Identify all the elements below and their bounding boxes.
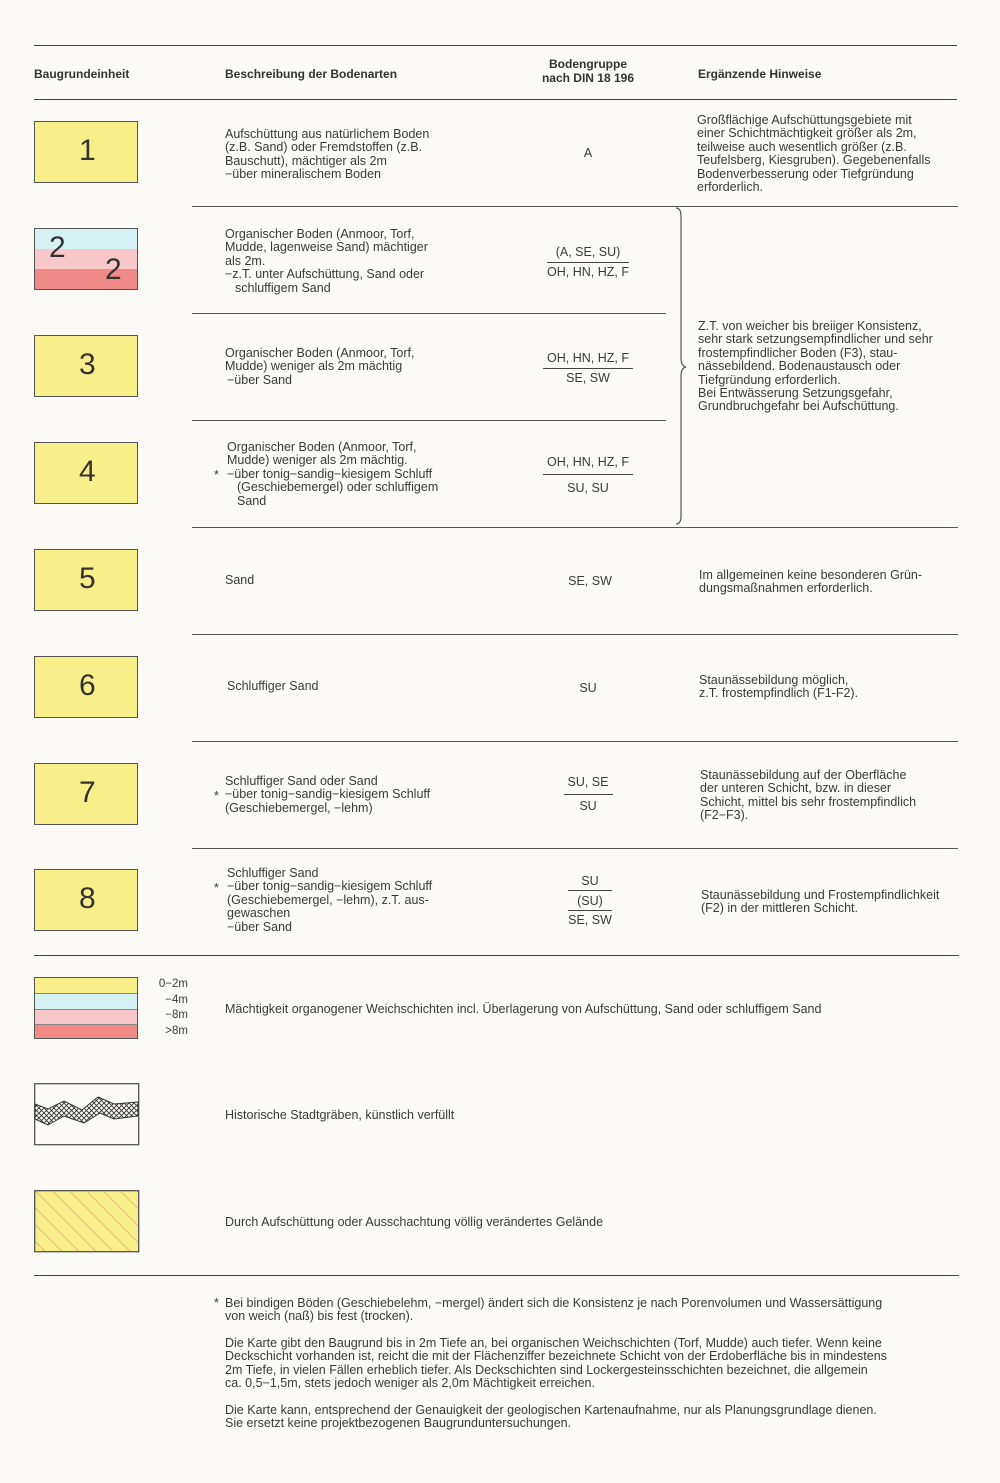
note-line: einer Schichtmächtigkeit größer als 2m, (697, 126, 917, 141)
footnote-line: Die Karte gibt den Baugrund bis in 2m Tiefe an, bei organischen Weichschichten (Torf, Mudde) auch tiefer. Wenn keine (225, 1336, 882, 1350)
unit-7-number: 7 (79, 776, 96, 809)
desc-line: −über tonig−sandig−kiesigem Schluff (227, 466, 433, 481)
group-brace (672, 206, 688, 528)
unit-5-description (225, 574, 254, 587)
unit-2-number-a: 2 (49, 231, 66, 264)
row-rule (192, 420, 666, 421)
units-2-4-note (698, 320, 933, 414)
legend-band-pink (35, 1010, 137, 1025)
soil-fraction (543, 455, 633, 496)
note-line: nässebildend. Bodenaustausch oder (698, 359, 901, 374)
header-unit: Baugrundeinheit (34, 67, 130, 81)
desc-line: −über mineralischem Boden (225, 167, 381, 182)
thickness-legend-swatch (34, 977, 138, 1039)
soil-fraction-top: SU, SE (564, 775, 613, 795)
unit-8-soil-group (540, 874, 640, 928)
legend-band-blue (35, 994, 137, 1010)
header-soil-group-2: nach DIN 18 196 (541, 71, 635, 85)
footnote-line: Die Karte kann, entsprechend der Genauigkeit der geologischen Kartenaufnahme, nur als Planungsgrundlage dienen. (225, 1403, 877, 1417)
desc-line: gewaschen (227, 906, 291, 921)
desc-line: Sand (225, 573, 255, 587)
soil-fraction-bottom: OH, HN, HZ, F (547, 265, 629, 279)
footnote-paragraph-3 (225, 1404, 965, 1431)
row-rule (192, 848, 958, 849)
desc-line: Schluffiger Sand (227, 679, 319, 693)
altered-terrain-text: Durch Aufschüttung oder Ausschachtung völlig verändertes Gelände (225, 1215, 604, 1229)
row-rule (192, 741, 958, 742)
desc-line: Mudde, lagenweise Sand) mächtiger (225, 240, 428, 255)
row-rule (192, 527, 958, 528)
footnote-line: ca. 0,5−1,5m, stets jedoch weniger als 2,0m Mächtigkeit erreichen. (225, 1376, 595, 1391)
unit-5-number: 5 (79, 562, 96, 595)
table-bottom-rule (34, 955, 959, 956)
unit-8-swatch (34, 869, 138, 931)
desc-line: Schluffiger Sand oder Sand (225, 774, 378, 788)
unit-6-swatch (34, 656, 138, 718)
depth-label: −8m (165, 1009, 188, 1021)
note-line: Staunässebildung möglich, (699, 673, 849, 687)
footnote-star: * (214, 1296, 219, 1310)
altered-terrain-swatch (34, 1190, 140, 1253)
row-rule (192, 634, 958, 635)
legend-depths (148, 977, 188, 1039)
soil-fraction-bottom: SE, SW (566, 371, 610, 385)
desc-line: schluffigem Sand (235, 280, 331, 295)
desc-line: (z.B. Sand) oder Fremdstoffen (z.B. (225, 140, 423, 155)
row-rule (192, 313, 666, 314)
desc-line: −über tonig−sandig−kiesigem Schluff (225, 787, 431, 802)
soil-fraction-middle: (SU) (568, 891, 612, 911)
desc-line: Schluffiger Sand (227, 866, 319, 880)
soil-fraction-bottom: SU (579, 799, 597, 813)
note-line: frostempfindlicher Boden (F3), stau- (698, 345, 898, 360)
soil-fraction (543, 351, 633, 386)
unit-4-description (227, 441, 438, 508)
note-line: Großflächige Aufschüttungsgebiete mit (697, 113, 912, 127)
unit-8-description (227, 867, 432, 934)
unit-4-number: 4 (79, 455, 96, 488)
note-line: sehr stark setzungsempfindlicher und sehr (698, 332, 933, 347)
note-line: Schicht, mittel bis sehr frostempfindlich (700, 794, 917, 809)
soil-fraction-top: OH, HN, HZ, F (543, 455, 633, 475)
header-soil-group-1: Bodengruppe (549, 57, 627, 71)
footnote-line: Deckschicht vorhanden ist, reicht die mit der Flächenziffer bezeichnete Schicht von der Erdoberfläche bis in mindestens (225, 1349, 887, 1364)
footnote-line: Sie ersetzt keine projektbezogenen Baugrunduntersuchungen. (225, 1416, 572, 1431)
unit-6-number: 6 (79, 669, 96, 702)
unit-1-note (697, 114, 930, 194)
soil-fraction-bottom: SU, SU (567, 481, 609, 495)
unit-1-description (225, 128, 429, 182)
historic-moat-swatch (34, 1083, 140, 1146)
note-line: der unteren Schicht, bzw. in dieser (700, 781, 892, 796)
depth-label: −4m (165, 993, 188, 1006)
soil-fraction (568, 874, 612, 928)
desc-line: −über Sand (227, 919, 292, 934)
note-line: erforderlich. (697, 180, 763, 195)
soil-fraction-top: (A, SE, SU) (547, 245, 629, 263)
soil-fraction-top: OH, HN, HZ, F (543, 351, 633, 369)
desc-line: Sand (237, 493, 267, 508)
desc-line: Organischer Boden (Anmoor, Torf, (225, 346, 415, 360)
note-line: Staunässebildung und Frostempfindlichkeit (701, 888, 940, 902)
footnote-line: Bei bindigen Böden (Geschiebelehm, −mergel) ändert sich die Konsistenz je nach Porenvolumen und Wassersättigung (225, 1296, 883, 1310)
unit-1-soil-group: A (583, 146, 593, 160)
soil-fraction (547, 245, 629, 280)
soil-fraction-top: SU (568, 874, 612, 891)
depth-label: 0−2m (158, 978, 188, 990)
note-line: (F2) in der mittleren Schicht. (701, 901, 858, 916)
note-line: (F2−F3). (700, 808, 749, 823)
unit-7-note (700, 769, 916, 823)
unit-2-swatch (34, 228, 138, 290)
footnote-paragraph-2 (225, 1337, 965, 1391)
desc-line: Aufschüttung aus natürlichem Boden (225, 127, 430, 141)
unit-7-soil-group (538, 775, 638, 814)
note-line: Grundbruchgefahr bei Aufschüttung. (698, 399, 899, 414)
historic-moat-text: Historische Stadtgräben, künstlich verfüllt (225, 1108, 455, 1122)
soil-fraction-bottom: SE, SW (568, 913, 612, 927)
header-notes: Ergänzende Hinweise (698, 67, 822, 81)
unit-4-swatch (34, 442, 138, 504)
note-line: z.T. frostempfindlich (F1-F2). (699, 686, 859, 701)
legend-band-yellow (35, 978, 137, 994)
unit-2-description (225, 228, 428, 295)
unit-3-swatch (34, 335, 138, 397)
note-line: Staunässebildung auf der Oberfläche (700, 768, 907, 782)
footnote-star: * (214, 789, 219, 803)
unit-5-soil-group: SE, SW (568, 574, 612, 588)
unit-1-number: 1 (79, 134, 96, 167)
footnote-star: * (214, 468, 219, 482)
note-line: Bei Entwässerung Setzungsgefahr, (698, 386, 893, 401)
row-rule (192, 206, 958, 207)
legend-band-red (35, 1025, 137, 1039)
unit-3-soil-group (523, 351, 653, 386)
desc-line: −über tonig−sandig−kiesigem Schluff (227, 879, 433, 894)
desc-line: Organischer Boden (Anmoor, Torf, (225, 227, 415, 241)
soil-fraction (564, 775, 613, 814)
footnote-line: 2m Tiefe, in vielen Fällen erheblich tiefer. Als Deckschichten sind Lockergesteinsschichten bezeichnet, die allgemein (225, 1362, 868, 1377)
unit-7-swatch (34, 763, 138, 825)
desc-line: Bauschutt), mächtiger als 2m (225, 153, 387, 168)
desc-line: −z.T. unter Aufschüttung, Sand oder (225, 267, 425, 282)
desc-line: Organischer Boden (Anmoor, Torf, (227, 440, 417, 454)
unit-8-note (701, 889, 939, 916)
unit-2-number-b: 2 (105, 253, 122, 286)
note-line: teilweise auch wesentlich größer (z.B. (697, 139, 907, 154)
desc-line: (Geschiebemergel) oder schluffigem (237, 480, 439, 495)
footnote-paragraph-1 (225, 1297, 965, 1324)
note-line: Im allgemeinen keine besonderen Grün- (699, 568, 923, 582)
desc-line: Mudde) weniger als 2m mächtig. (227, 453, 408, 468)
top-rule (34, 45, 957, 46)
footer-rule (34, 1275, 959, 1276)
desc-line: −über Sand (227, 372, 292, 387)
unit-8-number: 8 (79, 882, 96, 915)
header-rule (34, 99, 957, 100)
footnote-star: * (214, 881, 219, 895)
note-line: dungsmaßnahmen erforderlich. (699, 581, 873, 596)
unit-4-soil-group (523, 455, 653, 496)
note-line: Bodenverbesserung oder Tiefgründung (697, 166, 914, 181)
unit-6-description (227, 680, 319, 693)
unit-2-band-red (35, 269, 137, 290)
unit-6-soil-group: SU (579, 681, 597, 695)
header-description: Beschreibung der Bodenarten (225, 67, 398, 81)
unit-5-note (699, 569, 922, 596)
depth-label: >8m (165, 1024, 188, 1037)
unit-7-description (225, 775, 430, 815)
footnote-line: von weich (naß) bis fest (trocken). (225, 1309, 414, 1324)
note-line: Z.T. von weicher bis breiiger Konsistenz, (698, 319, 922, 333)
unit-3-number: 3 (79, 348, 96, 381)
desc-line: (Geschiebemergel, −lehm), z.T. aus- (227, 892, 429, 907)
note-line: Tiefgründung erforderlich. (698, 372, 841, 387)
note-line: Teufelsberg, Kiesgruben). Gegebenenfalls (697, 153, 931, 168)
desc-line: als 2m. (225, 253, 266, 268)
unit-5-swatch (34, 549, 138, 611)
unit-1-swatch (34, 121, 138, 183)
unit-6-note (699, 674, 858, 701)
unit-2-soil-group (523, 245, 653, 280)
desc-line: (Geschiebemergel, −lehm) (225, 800, 373, 815)
thickness-legend-text: Mächtigkeit organogener Weichschichten incl. Überlagerung von Aufschüttung, Sand oder schluffigem Sand (225, 1002, 822, 1016)
unit-3-description (225, 347, 414, 387)
desc-line: Mudde) weniger als 2m mächtig (225, 359, 403, 374)
